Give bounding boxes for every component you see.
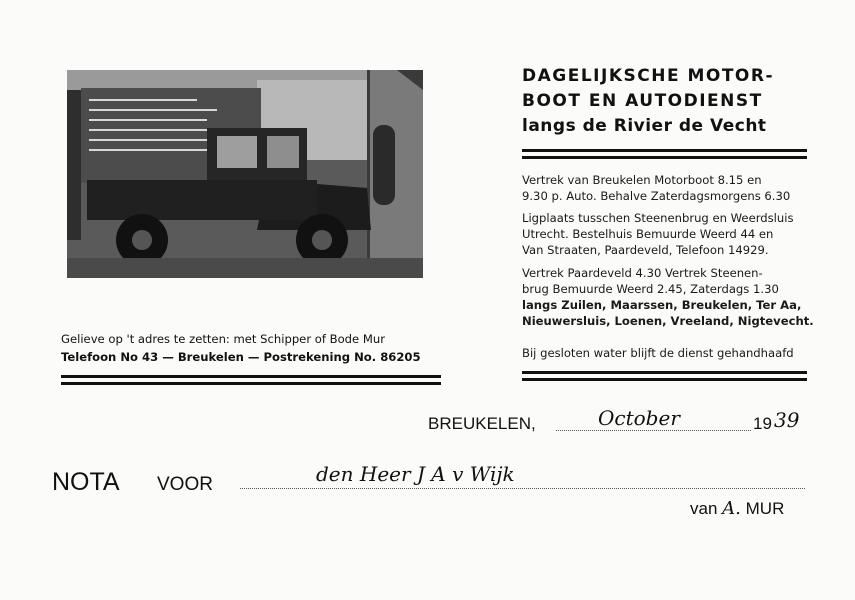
- address-instruction: Gelieve op 't adres te zetten: met Schipper of Bode Mur: [61, 332, 385, 346]
- info-line: Vertrek Paardeveld 4.30 Vertrek Steenen-: [522, 266, 763, 280]
- info-line: 9.30 p. Auto. Behalve Zaterdagsmorgens 6.30: [522, 189, 791, 203]
- location-paragraph: [522, 210, 794, 258]
- schedule-paragraph-1: [522, 172, 790, 204]
- schedule-paragraph-2: [522, 265, 814, 329]
- van-name: MUR: [745, 499, 785, 518]
- route-line: Nieuwersluis, Loenen, Vreeland, Nigtevecht.: [522, 314, 814, 328]
- title-line-3: langs de Rivier de Vecht: [522, 116, 767, 136]
- van-initial-handwritten: A.: [722, 498, 741, 519]
- info-line: Van Straaten, Paardeveld, Telefoon 14929.: [522, 243, 769, 257]
- right-rule-bottom: [522, 378, 807, 381]
- sender-line: [690, 498, 784, 519]
- route-line: langs Zuilen, Maarssen, Breukelen, Ter Aa,: [522, 298, 802, 312]
- recipient-handwritten: den Heer J A v Wijk: [316, 462, 515, 486]
- company-title: [522, 64, 822, 139]
- title-line-1: DAGELIJKSCHE MOTOR-: [522, 66, 775, 86]
- truck-photo: [67, 70, 423, 278]
- truck-photo-illustration: [67, 70, 423, 278]
- place-label: BREUKELEN,: [428, 414, 536, 433]
- year-printed: 19: [753, 414, 772, 433]
- month-handwritten: October: [598, 406, 680, 430]
- contact-line: Telefoon No 43 — Breukelen — Postrekening No. 86205: [61, 350, 421, 364]
- title-line-2: BOOT EN AUTODIENST: [522, 91, 763, 111]
- service-note: Bij gesloten water blijft de dienst gehandhaafd: [522, 346, 794, 360]
- right-rule-top: [522, 371, 807, 374]
- info-line: Utrecht. Bestelhuis Bemuurde Weerd 44 en: [522, 227, 774, 241]
- title-rule-top: [522, 149, 807, 152]
- nota-label: NOTA: [52, 468, 120, 496]
- van-prefix: van: [690, 499, 718, 518]
- year-handwritten: 39: [774, 408, 800, 432]
- left-rule-top: [61, 375, 441, 378]
- recipient-dotted-line: [240, 488, 805, 489]
- voor-label: VOOR: [157, 474, 213, 495]
- info-line: brug Bemuurde Weerd 2.45, Zaterdags 1.30: [522, 282, 779, 296]
- left-rule-bottom: [61, 382, 441, 385]
- info-line: Vertrek van Breukelen Motorboot 8.15 en: [522, 173, 762, 187]
- info-line: Ligplaats tusschen Steenenbrug en Weerdsluis: [522, 211, 794, 225]
- title-rule-bottom: [522, 156, 807, 159]
- date-dotted-line: [556, 430, 751, 431]
